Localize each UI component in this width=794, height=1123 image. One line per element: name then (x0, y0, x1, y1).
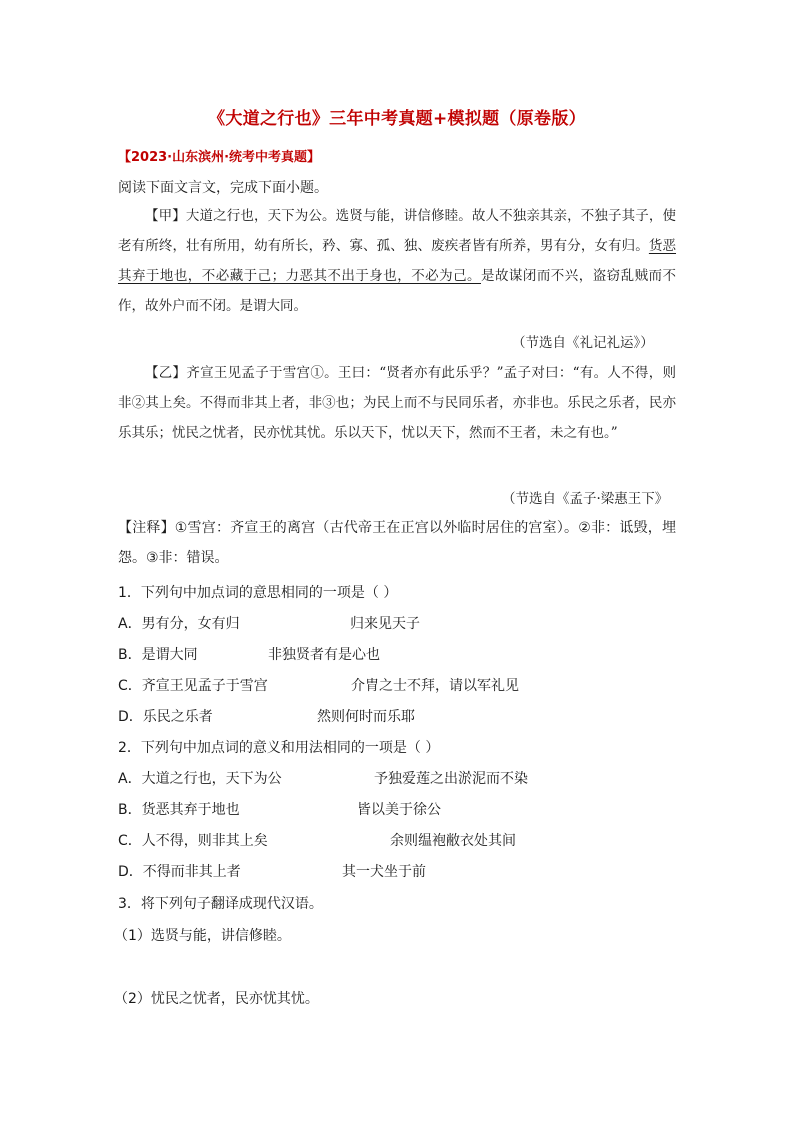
option-left-text: 大道之行也，天下为公 (141, 771, 282, 787)
question-1-stem: 1．下列句中加点词的意思相同的一项是（ ） (118, 585, 398, 601)
question-2-stem: 2．下列句中加点词的意义和用法相同的一项是（ ） (118, 740, 440, 756)
q2-option-d[interactable] (118, 861, 241, 881)
option-left-text: 不得而非其上者 (142, 864, 241, 880)
question-3-stem: 3．将下列句子翻译成现代汉语。 (118, 896, 323, 912)
option-label: B． (118, 802, 142, 818)
passage-jia-part2: 是故谋闭而不兴，盗窃乱贼而不作，故外户而不闭。是谓大同。 (118, 268, 676, 314)
option-left-text: 货恶其弃于地也 (141, 802, 240, 818)
passage-yi-citation: （节选自《孟子·梁惠王下》 (502, 491, 669, 507)
option-label: A． (118, 616, 142, 632)
passage-jia-citation: （节选自《礼记礼运》） (512, 335, 654, 351)
option-left-text: 是谓大同 (141, 647, 198, 663)
q1-option-a[interactable] (118, 613, 240, 633)
q1-option-d-right: 然则何时而乐耶 (317, 709, 415, 725)
passage-jia (118, 201, 676, 321)
q1-option-c-right: 介胄之士不拜，请以军礼见 (351, 678, 519, 694)
option-left-text: 人不得，则非其上矣 (141, 833, 268, 849)
option-label: D． (118, 864, 143, 880)
q2-option-b-right: 皆以美于徐公 (357, 802, 441, 818)
page-title: 《大道之行也》三年中考真题+模拟题（原卷版） (208, 109, 586, 129)
option-label: D． (118, 709, 143, 725)
option-label: C． (118, 678, 142, 694)
option-label: B． (118, 647, 142, 663)
q1-option-d[interactable] (118, 706, 213, 726)
q2-option-c[interactable] (118, 830, 268, 850)
q1-option-b[interactable] (118, 644, 198, 664)
q3-item-2: （2）忧民之忧者，民亦忧其忧。 (114, 991, 319, 1007)
q1-option-b-right: 非独贤者有是心也 (268, 647, 380, 663)
option-left-text: 齐宣王见孟子于雪宫 (141, 678, 268, 694)
q1-option-c[interactable] (118, 675, 268, 695)
exam-source-label: 【2023·山东滨州·统考中考真题】 (118, 150, 321, 165)
option-label: C． (118, 833, 142, 849)
passage-jia-part1: 【甲】大道之行也，天下为公。选贤与能，讲信修睦。故人不独亲其亲，不独子其子，使老有所终，壮有所用，幼有所长，矜、寡、孤、独、废疾者皆有所养，男有分，女有归。 (118, 208, 676, 254)
instruction-text: 阅读下面文言文，完成下面小题。 (118, 180, 328, 196)
q2-option-c-right: 余则缊袍敝衣处其间 (390, 833, 516, 849)
notes-text: 【注释】①雪宫：齐宣王的离宫（古代帝王在正宫以外临时居住的宫室）。②非：诋毁，埋怨。③非：错误。 (118, 520, 676, 566)
option-label: A． (118, 771, 142, 787)
passage-jia-underlined: 货恶其弃于地也，不必藏于己；力恶其不出于身也，不必为己。 (118, 238, 677, 284)
option-left-text: 男有分，女有归 (141, 616, 240, 632)
passage-yi: 【乙】齐宣王见孟子于雪宫①。王曰：“贤者亦有此乐乎？”孟子对曰：“有。人不得，则非②其上矣。不得而非其上者，非③也；为民上而不与民同乐者，亦非也。乐民之乐者，民亦乐其乐；忧民之忧者，民亦忧其忧。乐以天下，忧以天下，然而不王者，未之有也。” (118, 365, 676, 441)
option-left-text: 乐民之乐者 (142, 709, 213, 725)
q1-option-a-right: 归来见天子 (350, 616, 420, 632)
q2-option-a-right: 予独爱莲之出淤泥而不染 (374, 771, 528, 787)
q2-option-a[interactable] (118, 768, 282, 788)
q2-option-b[interactable] (118, 799, 240, 819)
q3-item-1: （1）选贤与能，讲信修睦。 (114, 928, 291, 944)
q2-option-d-right: 其一犬坐于前 (342, 864, 426, 880)
